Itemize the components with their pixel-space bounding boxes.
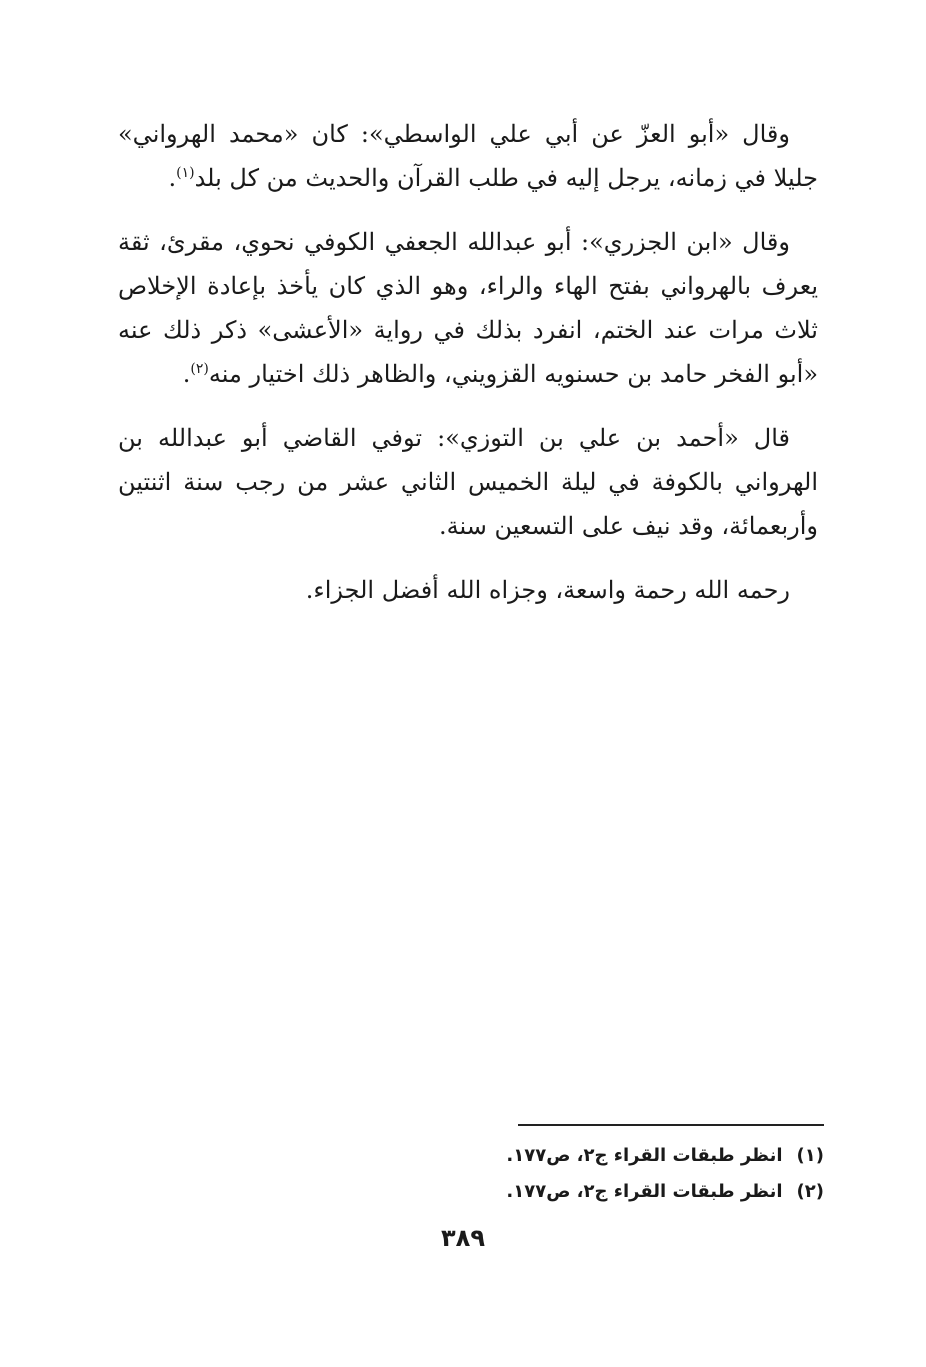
paragraph-2-text: وقال «ابن الجزري»: أبو عبدالله الجعفي الكوفي نحوي، مقرئ، ثقة يعرف بالهرواني بفتح الهاء والراء، وهو الذي كان يأخذ بإعادة الإخلاص ثلاث مرات عند الختم، انفرد بذلك في رواية «الأعشى» ذكر ذلك عنه «أبو الفخر حامد بن حسنويه القزويني، والظاهر ذلك اختيار منه [118, 228, 818, 388]
paragraph-1-end: . [168, 164, 177, 192]
paragraph-1-text: وقال «أبو العزّ عن أبي علي الواسطي»: كان «محمد الهرواني» جليلا في زمانه، يرجل إليه في طلب القرآن والحديث من كل بلد [118, 120, 818, 192]
paragraph-1 [118, 112, 818, 200]
page-number: ٣٨٩ [441, 1224, 485, 1252]
main-text [118, 112, 818, 632]
paragraph-2-end: . [182, 360, 191, 388]
footnote-2 [324, 1174, 824, 1210]
footnote-divider [518, 1124, 824, 1126]
footnote-1 [324, 1138, 824, 1174]
footnote-text: انظر طبقات القراء ج٢، ص١٧٧. [506, 1145, 783, 1166]
footnote-marker-1: (١) [176, 165, 195, 181]
footnotes [324, 1138, 824, 1210]
footnote-number: (١) [796, 1145, 824, 1166]
paragraph-3: قال «أحمد بن علي بن التوزي»: توفي القاضي أبو عبدالله بن الهرواني بالكوفة في ليلة الخميس الثاني عشر من رجب سنة اثنتين وأربعمائة، وقد نيف على التسعين سنة. [118, 424, 818, 540]
paragraph-2 [118, 220, 818, 396]
paragraph-4: رحمه الله رحمة واسعة، وجزاه الله أفضل الجزاء. [305, 576, 790, 604]
footnote-marker-2: (٢) [190, 361, 209, 377]
footnote-number: (٢) [796, 1181, 824, 1202]
footnote-text: انظر طبقات القراء ج٢، ص١٧٧. [506, 1181, 783, 1202]
